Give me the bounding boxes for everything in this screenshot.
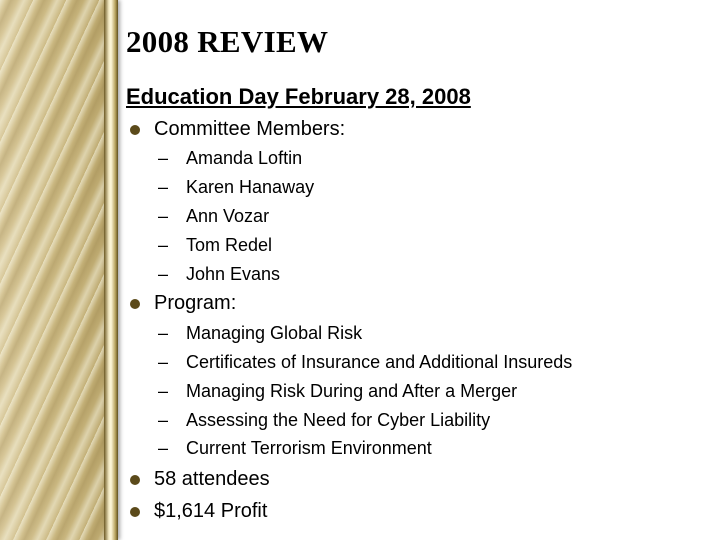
program-item	[158, 323, 362, 344]
program-item	[158, 438, 432, 459]
committee-member-name: Tom Redel	[186, 235, 273, 255]
profit-text: $1,614 Profit	[154, 500, 268, 522]
committee-member-name: Amanda Loftin	[186, 148, 303, 168]
program-item	[158, 381, 517, 402]
program-item-text: Managing Risk During and After a Merger	[186, 381, 518, 401]
dash-icon: –	[158, 177, 169, 197]
program-item-text: Assessing the Need for Cyber Liability	[186, 410, 491, 430]
dash-icon: –	[158, 381, 169, 401]
slide-subtitle: Education Day February 28, 2008	[126, 84, 471, 109]
dash-icon: –	[158, 264, 169, 284]
bullet-program	[130, 292, 236, 315]
program-item-text: Managing Global Risk	[186, 323, 363, 343]
decorative-marble-band	[0, 0, 104, 540]
program-label: Program:	[154, 292, 237, 314]
committee-member-name: John Evans	[186, 264, 281, 284]
bullet-icon	[130, 507, 140, 517]
dash-icon: –	[158, 323, 169, 343]
dash-icon: –	[158, 235, 169, 255]
dash-icon: –	[158, 438, 169, 458]
committee-member-item	[158, 264, 280, 285]
program-item	[158, 352, 572, 373]
bullet-committee-members	[130, 118, 345, 141]
decorative-gold-pillar	[104, 0, 118, 540]
bullet-attendees	[130, 468, 270, 491]
committee-label: Committee Members:	[154, 118, 346, 140]
bullet-icon	[130, 299, 140, 309]
slide-title: 2008 REVIEW	[126, 24, 329, 59]
dash-icon: –	[158, 148, 169, 168]
committee-member-name: Ann Vozar	[186, 206, 270, 226]
program-item	[158, 410, 490, 431]
committee-member-item	[158, 148, 302, 169]
dash-icon: –	[158, 352, 169, 372]
bullet-icon	[130, 125, 140, 135]
dash-icon: –	[158, 206, 169, 226]
committee-member-item	[158, 235, 272, 256]
bullet-profit	[130, 500, 267, 523]
dash-icon: –	[158, 410, 169, 430]
committee-member-item	[158, 177, 314, 198]
committee-member-name: Karen Hanaway	[186, 177, 315, 197]
committee-member-item	[158, 206, 269, 227]
program-item-text: Certificates of Insurance and Additional Insureds	[186, 352, 573, 372]
program-item-text: Current Terrorism Environment	[186, 438, 432, 458]
attendees-text: 58 attendees	[154, 468, 270, 490]
bullet-icon	[130, 475, 140, 485]
